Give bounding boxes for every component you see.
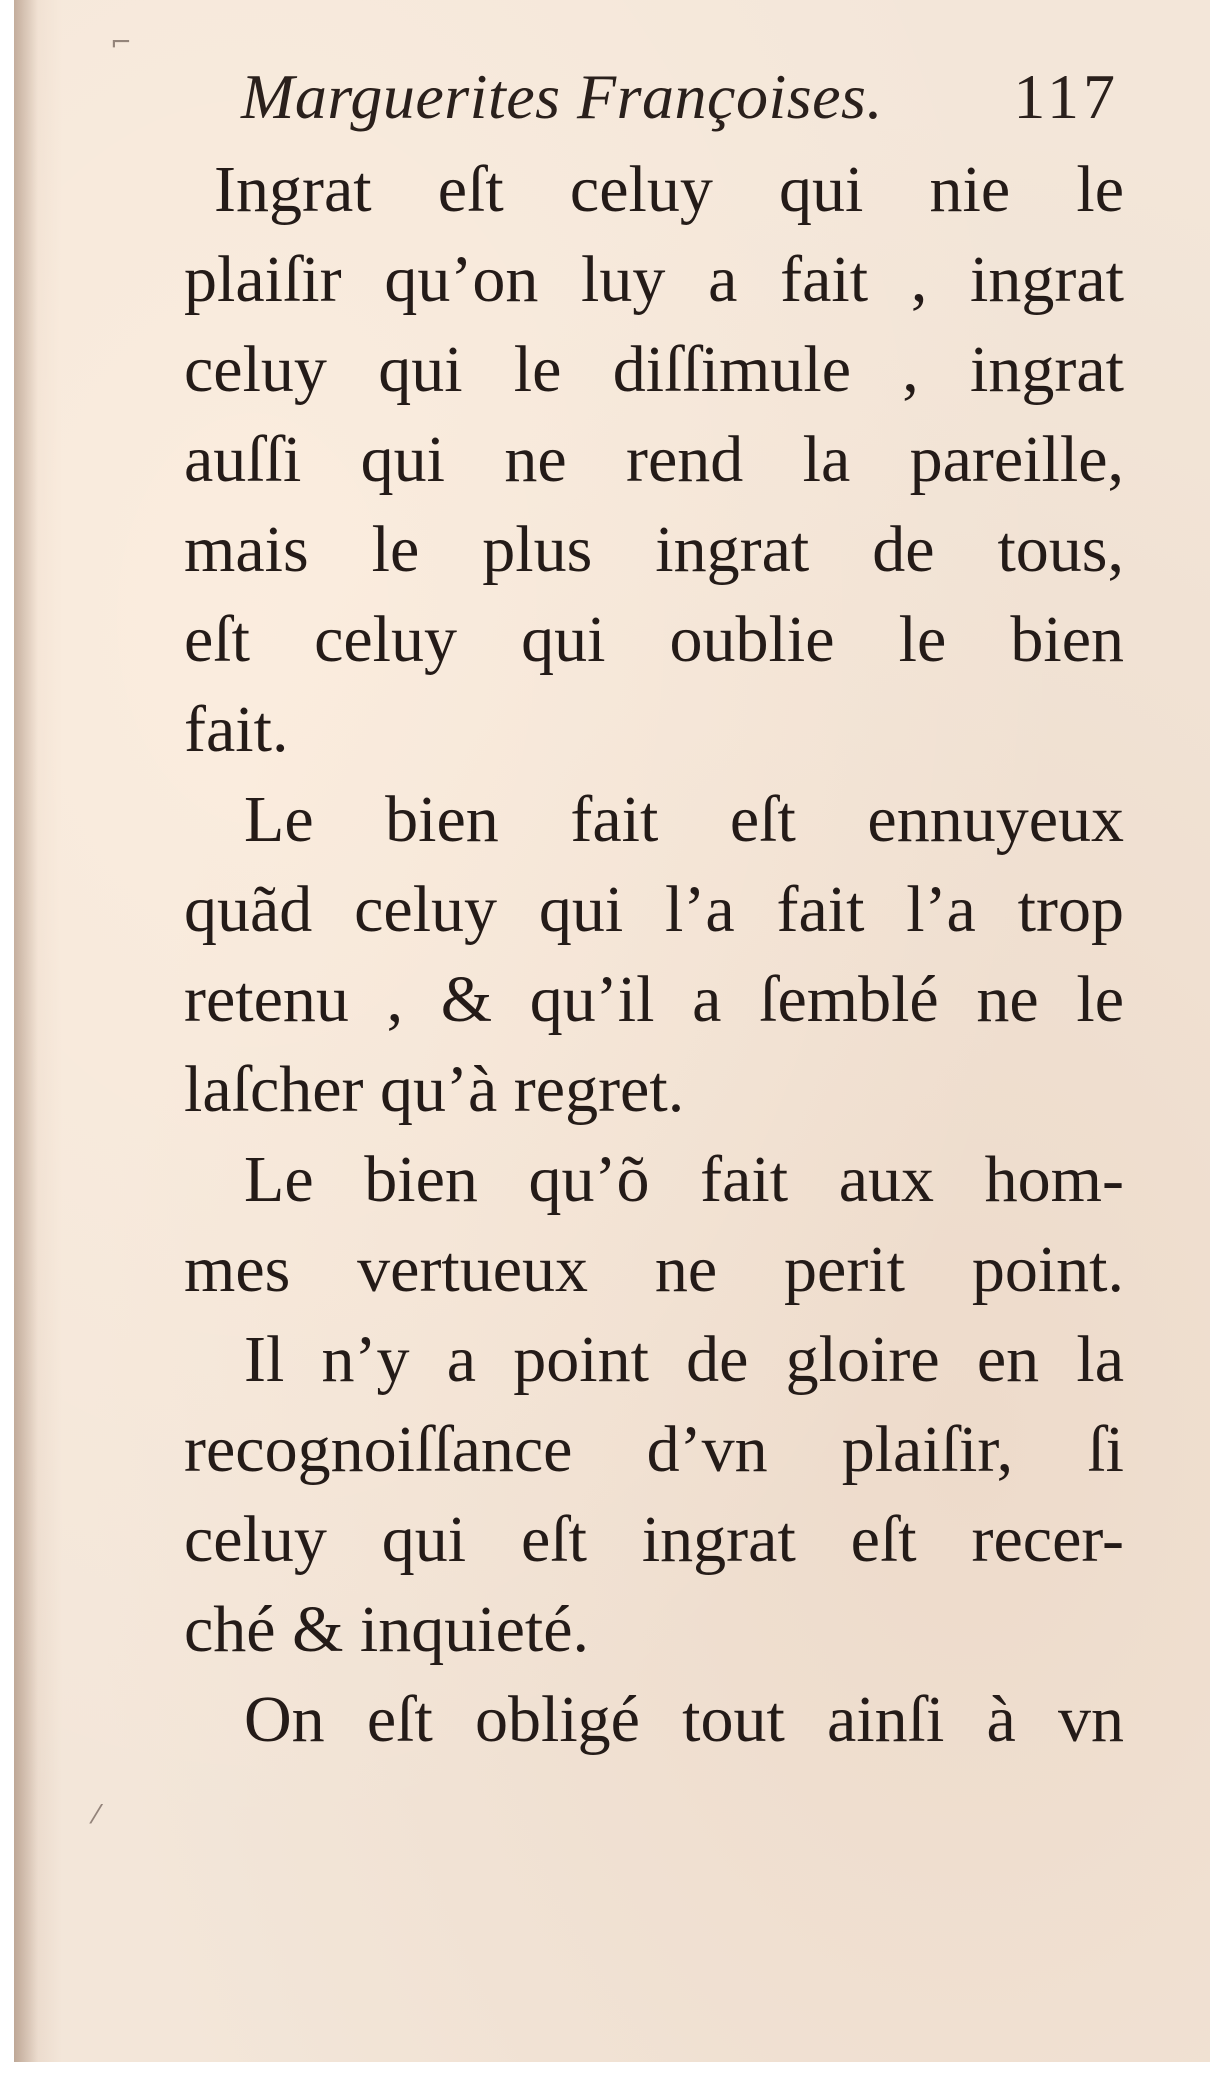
margin-mark: ⌐ [110,28,132,58]
text-line: mais le plus ingrat de tous, [184,513,1124,586]
text-line: celuy qui eſt ingrat eſt recer- [184,1503,1124,1576]
text-line: Il n’y a point de gloire en la [244,1323,1124,1396]
text-line: eſt celuy qui oublie le bien [184,603,1124,676]
text-line: quãd celuy qui l’a fait l’a trop [184,873,1124,946]
page-gutter-shadow [14,0,38,2062]
page-text [184,145,1124,1765]
running-header [229,60,1119,140]
book-page [14,0,1210,2062]
text-line: auſſi qui ne rend la pareille, [184,423,1124,496]
text-line: celuy qui le diſſimule , ingrat [184,333,1124,406]
running-title: Marguerites Françoises. [241,61,883,132]
text-line: mes vertueux ne perit point. [184,1233,1124,1306]
text-line: On eſt obligé tout ainſi à vn [244,1683,1124,1756]
text-line: recognoiſſance d’vn plaiſir, ſi [184,1413,1124,1486]
text-line: laſcher qu’à regret. [184,1053,685,1126]
text-line: ché & inquieté. [184,1593,590,1666]
page-number: 117 [1013,61,1119,132]
text-line: plaiſir qu’on luy a fait , ingrat [184,243,1124,316]
text-line: Le bien qu’õ fait aux hom- [244,1143,1124,1216]
text-line: Ingrat eſt celuy qui nie le [214,153,1124,226]
text-line: fait. [184,693,289,766]
margin-mark: ⁄ [94,1800,99,1830]
text-line: retenu , & qu’il a ſemblé ne le [184,963,1124,1036]
text-line: Le bien fait eſt ennuyeux [244,783,1124,856]
